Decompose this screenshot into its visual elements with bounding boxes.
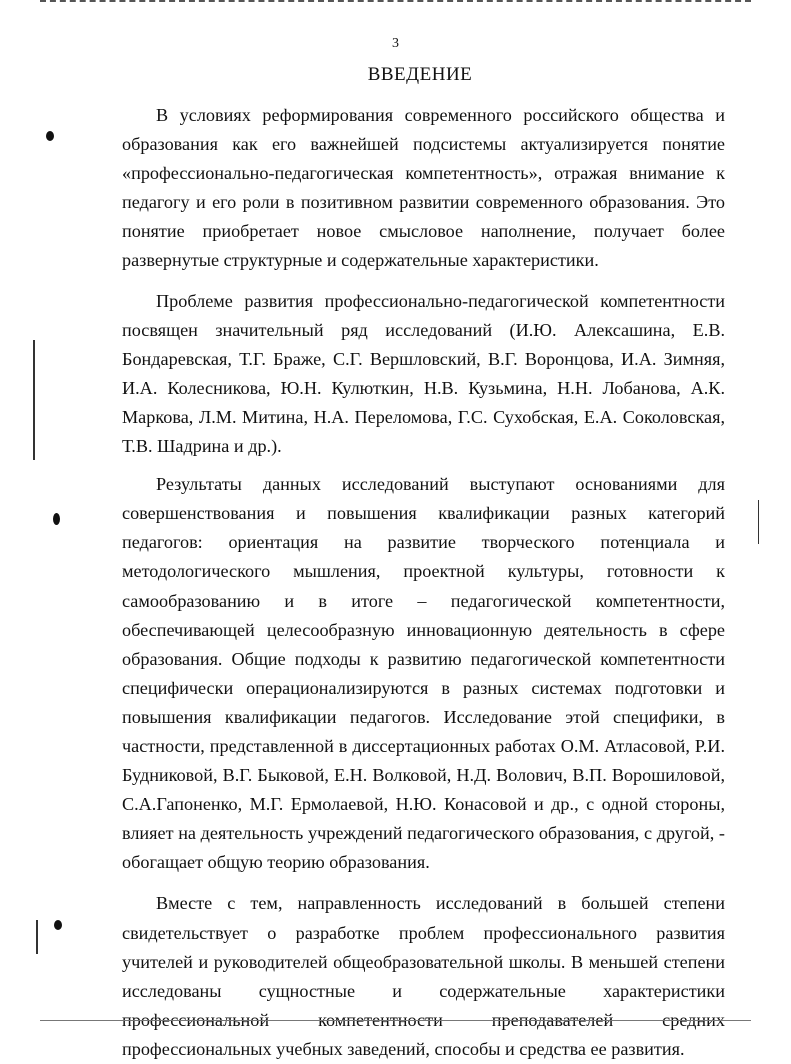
scan-margin-line — [36, 920, 38, 954]
paragraph-2: Проблеме развития профессионально-педагогической компетентности посвящен значительный ряд исследований (И.Ю. Алексашина, Е.В. Бондаревская, Т.Г. Браже, С.Г. Вершловский, В.Г. Воронцова, И.А. Зимняя, И.А. Колесникова, Ю.Н. Кулюткин, Н.В. Кузьмина, Н.Н. Лобанова, А.К. Маркова, Л.М. Митина, Н.А. Переломова, Г.С. Сухобская, Е.А. Соколовская, Т.В. Шадрина и др.). — [122, 290, 725, 457]
scan-margin-line — [33, 340, 35, 460]
paragraph-3: Результаты данных исследований выступают основаниями для совершенствования и повышения квалификации разных категорий педагогов: ориентация на развитие творческого потенциала и методологического мышления, проектной культуры, готовности к самообразованию и в итоге – педагогической компетентности, обеспечивающей целесообразную инновационную деятельность в сфере образования. Общие подходы к развитию педагогической компетентности специфически операционализируются в разных системах подготовки и повышения квалификации педагогов. Исследование этой специфики, в частности, представленной в диссертационных работах О.М. Атласовой, Р.И. Будниковой, В.Г. Быковой, Е.Н. Волковой, Н.Д. Волович, В.П. Ворошиловой, С.А.Гапоненко, М.Г. Ермолаевой, Н.Ю. Конасовой и др., с одной стороны, влияет на деятельность учреждений педагогического образования, с другой, - обогащает общую теорию образования. — [122, 474, 725, 873]
punch-hole-mark — [53, 513, 60, 525]
scan-top-border — [40, 0, 751, 2]
paragraph-4: Вместе с тем, направленность исследований в большей степени свидетельствует о разработке проблем профессионального развития учителей и руководителей общеобразовательной школы. В меньшей степени исследованы сущностные и содержательные характеристики профессиональной компетентности преподавателей средних профессиональных учебных заведений, способы и средства ее развития. — [122, 893, 725, 1059]
punch-hole-mark — [46, 131, 54, 141]
scan-margin-line — [758, 500, 759, 544]
punch-hole-mark — [54, 920, 62, 930]
scan-bottom-border — [40, 1020, 751, 1021]
document-body — [122, 101, 725, 1064]
page-title: ВВЕДЕНИЕ — [367, 64, 473, 85]
page-number: 3 — [392, 36, 399, 51]
paragraph-1: В условиях реформирования современного российского общества и образования как его важнейшей подсистемы актуализируется понятие «профессионально-педагогическая компетентность», отражая внимание к педагогу и его роли в позитивном развитии современного образования. Это понятие приобретает новое смысловое наполнение, получает более развернутые структурные и содержательные характеристики. — [122, 105, 725, 271]
